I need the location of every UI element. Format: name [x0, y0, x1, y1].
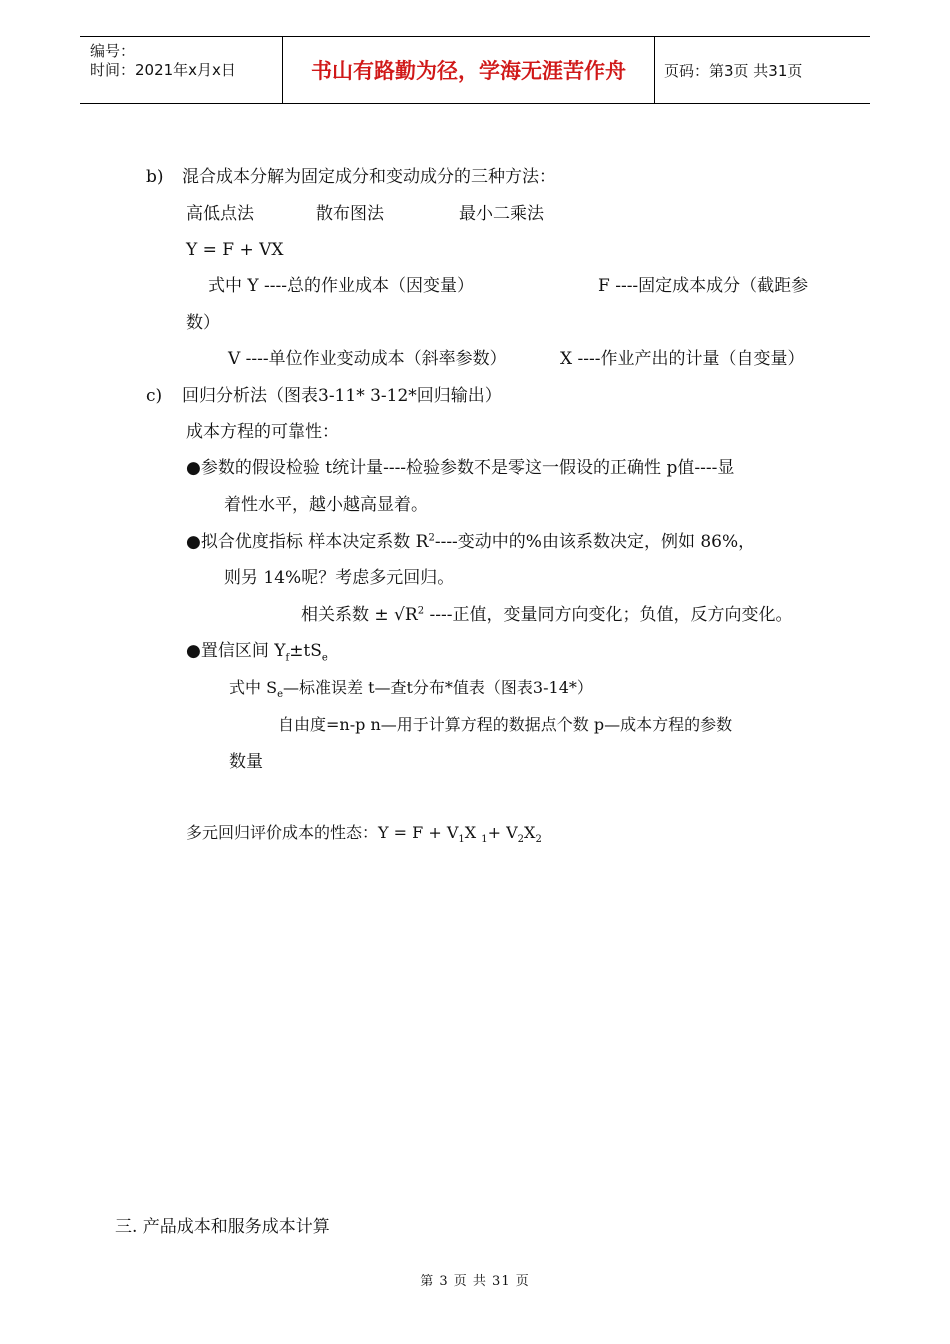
standard-error-line	[229, 677, 593, 699]
document-date: 时间：2021年x月x日	[90, 61, 236, 79]
bullet-fit-sup: 2	[428, 532, 435, 544]
bullet-hypothesis	[186, 457, 734, 479]
where-f-cont: 数）	[186, 313, 220, 333]
se-sub: e	[277, 689, 283, 701]
multi-sub-4: 2	[535, 834, 542, 846]
correlation-text-b: ----正值，变量同方向变化；负值，反方向变化。	[424, 605, 793, 625]
bullet-dot: ●	[186, 532, 201, 552]
where-f: F ----固定成本成分（截距参	[598, 276, 809, 296]
bullet-goodness-of-fit	[186, 531, 755, 553]
where-x: X ----作业产出的计量（自变量）	[560, 349, 805, 369]
cost-formula: Y = F + VX	[186, 240, 284, 260]
bullet-fit-text-a: 拟合优度指标 样本决定系数 R	[200, 532, 429, 552]
multi-sub-2: 1	[481, 834, 488, 846]
page-header	[80, 36, 870, 104]
method-high-low: 高低点法	[186, 204, 254, 224]
multi-text-d: X	[524, 823, 536, 842]
bullet-confidence	[186, 640, 328, 662]
correlation-sup: 2	[417, 605, 425, 617]
section-b-title: 混合成本分解为固定成分和变动成分的三种方法：	[182, 167, 556, 187]
section-b-marker: b)	[146, 167, 164, 187]
correlation-line	[301, 604, 792, 626]
header-motto: 书山有路勤为径，学海无涯苦作舟	[282, 37, 655, 103]
reliability-heading: 成本方程的可靠性：	[186, 422, 339, 442]
where-v: V ----单位作业变动成本（斜率参数）	[228, 349, 507, 369]
multi-sub-3: 2	[517, 834, 525, 846]
bullet-dot: ●	[186, 458, 201, 478]
bullet-fit-text-b: ----变动中的%由该系数决定，例如 86%，	[434, 532, 756, 552]
multiple-regression	[186, 822, 542, 844]
bullet-hypothesis-text: 参数的假设检验 t统计量----检验参数不是零这一假设的正确性 p值----显	[200, 458, 735, 478]
header-page-info: 页码：第3页 共31页	[664, 61, 803, 80]
bullet-fit-cont: 则另 14%呢？考虑多元回归。	[224, 568, 455, 588]
section-3-heading: 三. 产品成本和服务成本计算	[115, 1217, 330, 1237]
se-text-a: 式中 S	[229, 678, 278, 697]
section-c-title: 回归分析法（图表3-11* 3-12*回归输出）	[182, 386, 502, 406]
method-least-squares: 最小二乘法	[459, 204, 544, 224]
where-y: 式中 Y ----总的作业成本（因变量）	[208, 276, 475, 296]
document-number-label: 编号：	[90, 42, 136, 60]
multi-text-a: 多元回归评价成本的性态：Y = F + V	[186, 823, 459, 842]
confidence-sub-e: e	[321, 652, 328, 664]
page-footer: 第 3 页 共 31 页	[420, 1274, 530, 1289]
multi-text-b: X	[464, 823, 482, 842]
confidence-sub-f: f	[285, 652, 290, 664]
correlation-text-a: 相关系数 ± √R	[301, 605, 418, 625]
confidence-text-a: 置信区间 Y	[200, 641, 286, 661]
se-text-b: —标准误差 t—查t分布*值表（图表3-14*）	[282, 678, 593, 697]
section-c-marker: c)	[146, 386, 163, 406]
bullet-dot: ●	[186, 641, 201, 661]
confidence-text-b: ±tS	[289, 641, 322, 661]
multi-text-c: + V	[487, 823, 518, 842]
degrees-of-freedom-cont: 数量	[229, 752, 263, 772]
multi-sub-1: 1	[458, 834, 465, 846]
bullet-hypothesis-cont: 着性水平，越小越高显着。	[224, 495, 428, 515]
degrees-of-freedom: 自由度=n-p n—用于计算方程的数据点个数 p—成本方程的参数	[278, 715, 733, 734]
method-scatter: 散布图法	[316, 204, 384, 224]
header-meta	[80, 37, 282, 103]
